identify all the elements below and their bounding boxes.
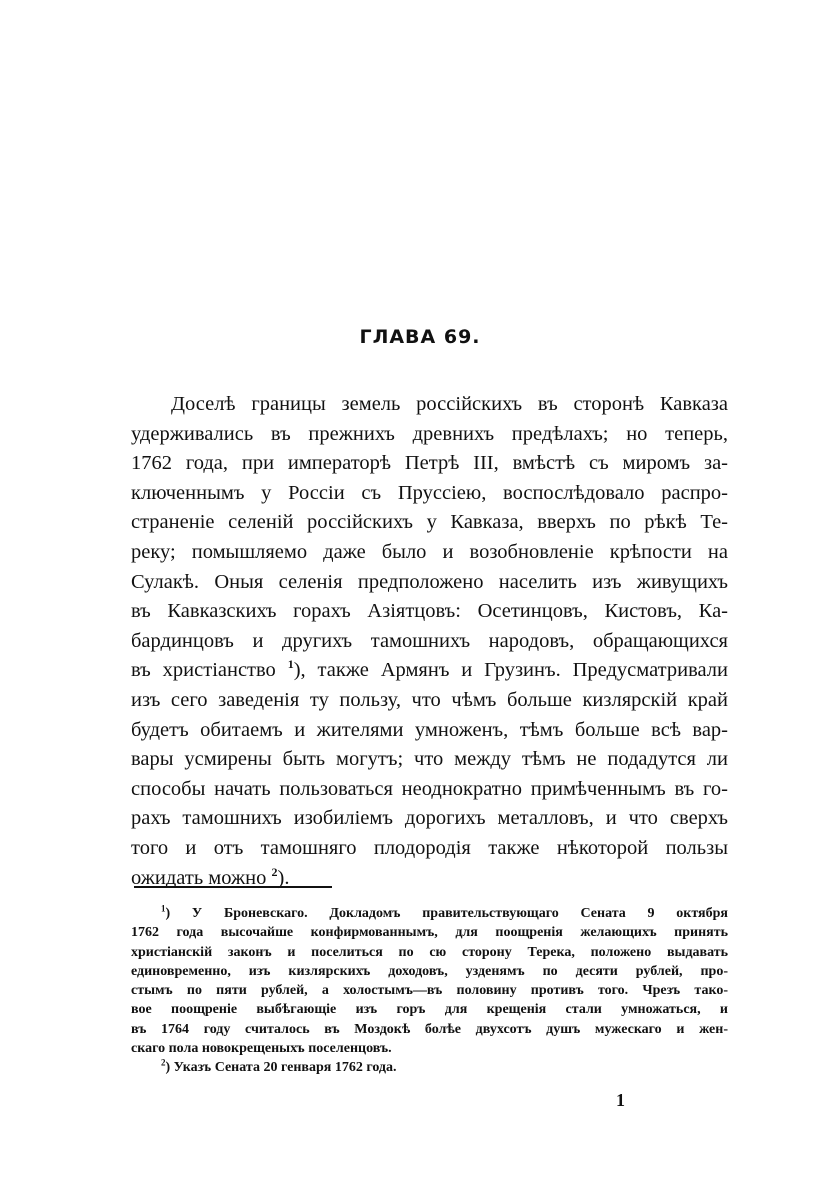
text-line: того и отъ тамошняго плодородія также нѣкоторой пользы [131, 836, 728, 859]
footnote-marker-2: 2 [161, 1058, 166, 1068]
footnote-line [131, 904, 728, 923]
text-line: будетъ обитаемъ и жителями умноженъ, тѣмъ больше всѣ вар- [131, 718, 728, 741]
footnote-line: 1762 года высочайше конфирмованнымъ, для поощренія желающихъ принять [131, 925, 728, 941]
page-number: 1 [616, 1090, 625, 1110]
text-line: въ Кавказскихъ горахъ Азіятцовъ: Осетинцовъ, Кистовъ, Ка- [131, 600, 728, 623]
footnote-marker-1: 1 [161, 904, 166, 914]
text-line: Доселѣ границы земель россійскихъ въ сторонѣ Кавказа [171, 393, 728, 415]
text-segment: ). [277, 866, 290, 889]
footnote-ref-1: 1 [287, 657, 294, 672]
footnote-separator [134, 886, 332, 888]
main-text [131, 390, 728, 893]
text-line [131, 656, 728, 686]
footnote-line: скаго пола новокрещеныхъ поселенцовъ. [131, 1041, 392, 1057]
text-segment: въ христіанство [131, 659, 276, 682]
footnote-text: ) У Броневскаго. Докладомъ правительствующаго Сената 9 октября [165, 906, 728, 921]
text-segment: ожидать можно [131, 866, 267, 889]
footnote-line: стымъ по пяти рублей, а холостымъ—въ половину противъ того. Чрезъ тако- [131, 983, 728, 999]
chapter-title: ГЛАВА 69. [359, 326, 481, 348]
text-line: 1762 года, при императорѣ Петрѣ III, вмѣстѣ съ миромъ за- [131, 452, 728, 475]
text-line: рахъ тамошнихъ изобиліемъ дорогихъ металловъ, и что сверхъ [131, 807, 728, 830]
footnote-line: единовременно, изъ кизлярскихъ доходовъ, узденямъ по десяти рублей, про- [131, 963, 728, 979]
footnote-line: въ 1764 году считалось въ Моздокѣ болѣе двухсотъ душъ мужескаго и жен- [131, 1021, 728, 1037]
text-line [131, 864, 728, 894]
text-line: бардинцовъ и другихъ тамошнихъ народовъ, обращающихся [131, 629, 728, 652]
text-line: страненіе селеній россійскихъ у Кавказа, вверхъ по рѣкѣ Те- [131, 511, 728, 534]
footnote-line: христіанскій законъ и поселиться по сю сторону Терека, положено выдавать [131, 944, 728, 960]
text-line: удерживались въ прежнихъ древнихъ предѣлахъ; но теперь, [131, 422, 728, 445]
text-line: Сулакѣ. Оныя селенія предположено населить изъ живущихъ [131, 570, 728, 593]
text-line: вары усмирены быть могутъ; что между тѣмъ не подадутся ли [131, 748, 728, 771]
text-segment: ), также Армянъ и Грузинъ. Предусматривали [293, 659, 728, 682]
footnote-ref-2: 2 [271, 864, 278, 879]
footnote-line: вое поощреніе выбѣгающіе изъ горъ для крещенія стали умножаться, и [131, 1002, 728, 1018]
footnote-text: ) Указъ Сената 20 генваря 1762 года. [165, 1060, 397, 1076]
text-line: изъ сего заведенія ту пользу, что чѣмъ больше кизлярскій край [131, 688, 728, 711]
text-line: ключеннымъ у Россіи съ Пруссіею, воспослѣдовало распро- [131, 481, 728, 504]
footnotes [131, 904, 728, 1078]
text-line: способы начать пользоваться неоднократно примѣченнымъ въ го- [131, 777, 728, 800]
text-line: реку; помышляемо даже было и возобновленіе крѣпости на [131, 540, 728, 563]
footnote-line [131, 1058, 728, 1077]
